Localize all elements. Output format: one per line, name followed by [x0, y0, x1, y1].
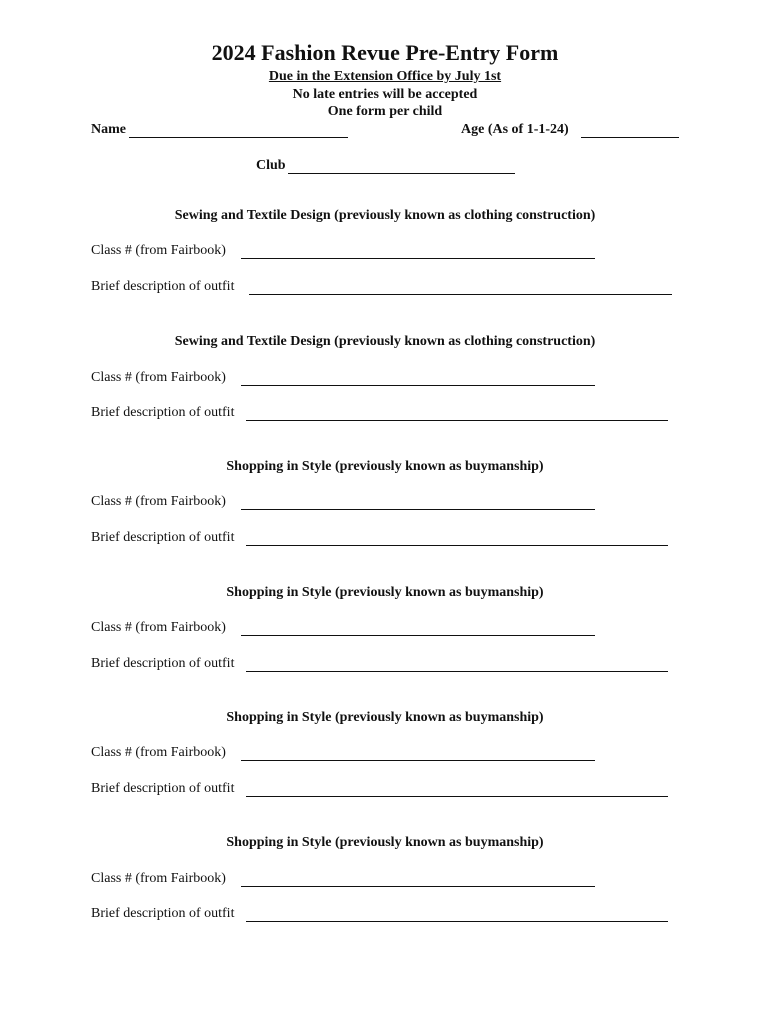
- age-label: Age (As of 1-1-24): [461, 122, 569, 137]
- due-date-notice: Due in the Extension Office by July 1st: [268, 69, 502, 84]
- outfit-description-field[interactable]: [246, 420, 668, 421]
- section-heading: Shopping in Style (previously known as buymanship): [226, 459, 544, 474]
- class-number-field[interactable]: [241, 635, 595, 636]
- name-label: Name: [91, 122, 126, 137]
- section-heading: Sewing and Textile Design (previously known as clothing construction): [174, 208, 596, 223]
- outfit-description-label: Brief description of outfit: [91, 906, 235, 921]
- section-heading: Shopping in Style (previously known as buymanship): [226, 710, 544, 725]
- class-number-label: Class # (from Fairbook): [91, 494, 226, 509]
- outfit-description-field[interactable]: [246, 671, 668, 672]
- class-number-field[interactable]: [241, 886, 595, 887]
- name-field[interactable]: [129, 137, 348, 138]
- class-number-field[interactable]: [241, 385, 595, 386]
- outfit-description-field[interactable]: [246, 545, 668, 546]
- outfit-description-label: Brief description of outfit: [91, 530, 235, 545]
- section-heading: Sewing and Textile Design (previously known as clothing construction): [174, 334, 596, 349]
- class-number-field[interactable]: [241, 760, 595, 761]
- class-number-label: Class # (from Fairbook): [91, 745, 226, 760]
- outfit-description-field[interactable]: [249, 294, 672, 295]
- club-label: Club: [256, 158, 286, 173]
- class-number-label: Class # (from Fairbook): [91, 243, 226, 258]
- class-number-field[interactable]: [241, 258, 595, 259]
- section-heading: Shopping in Style (previously known as buymanship): [226, 585, 544, 600]
- outfit-description-field[interactable]: [246, 921, 668, 922]
- class-number-label: Class # (from Fairbook): [91, 620, 226, 635]
- class-number-label: Class # (from Fairbook): [91, 370, 226, 385]
- club-field[interactable]: [288, 173, 515, 174]
- outfit-description-label: Brief description of outfit: [91, 781, 235, 796]
- outfit-description-label: Brief description of outfit: [91, 405, 235, 420]
- outfit-description-label: Brief description of outfit: [91, 279, 235, 294]
- class-number-field[interactable]: [241, 509, 595, 510]
- outfit-description-label: Brief description of outfit: [91, 656, 235, 671]
- class-number-label: Class # (from Fairbook): [91, 871, 226, 886]
- one-form-notice: One form per child: [327, 104, 443, 119]
- late-entries-notice: No late entries will be accepted: [292, 87, 478, 102]
- section-heading: Shopping in Style (previously known as buymanship): [226, 835, 544, 850]
- outfit-description-field[interactable]: [246, 796, 668, 797]
- form-title: 2024 Fashion Revue Pre-Entry Form: [211, 40, 559, 65]
- age-field[interactable]: [581, 137, 679, 138]
